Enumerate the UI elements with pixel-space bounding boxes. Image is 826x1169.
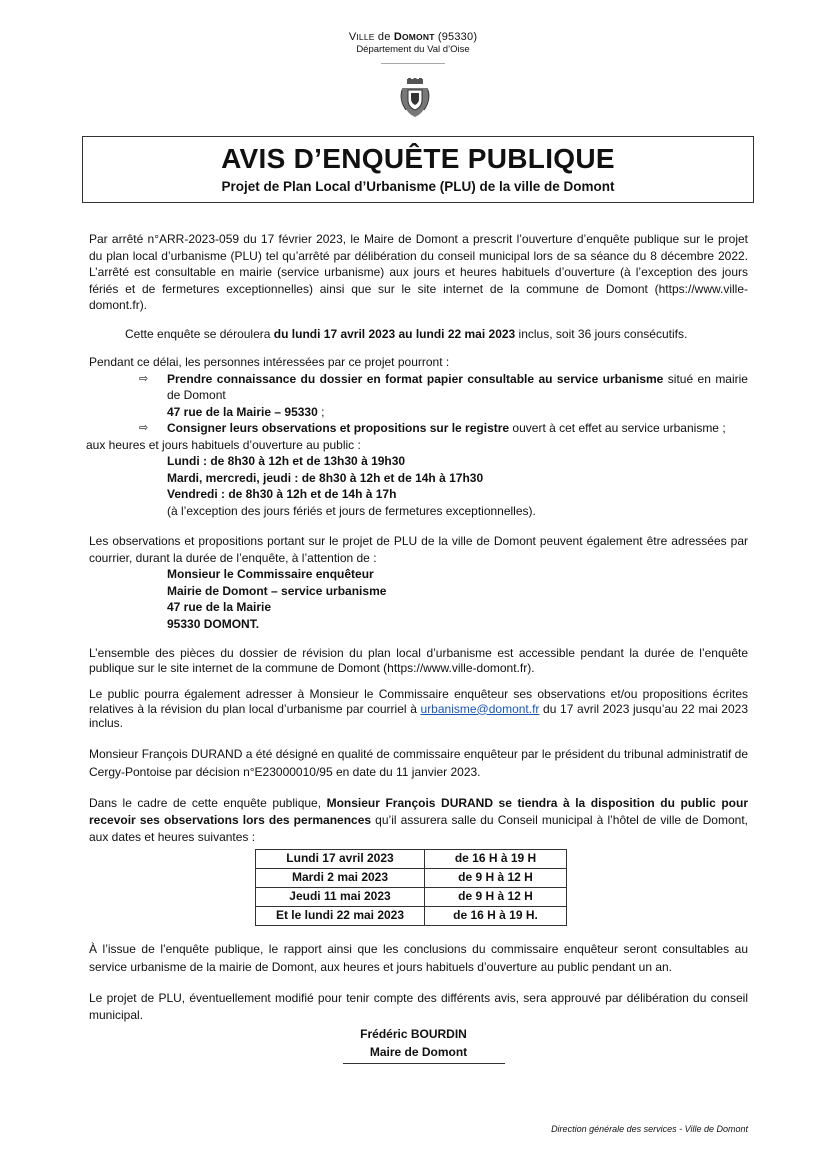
consult-address: 47 rue de la Mairie – 95330 ; — [167, 404, 325, 419]
table-row — [256, 887, 567, 906]
hours-monday: Lundi : de 8h30 à 12h et de 13h30 à 19h30 — [167, 454, 406, 468]
permanence-date: Jeudi 11 mai 2023 — [256, 887, 425, 906]
permanences-table — [255, 849, 567, 926]
permanence-date: Lundi 17 avril 2023 — [256, 849, 425, 868]
paragraph-arrete: Par arrêté n°ARR-2023-059 du 17 février 2023, le Maire de Domont a prescrit l’ouverture d’enquête publique sur le projet du plan local d’urbanisme (PLU) tel qu’arrêté par délibération du conseil municipal lors de sa séance du 8 décembre 2022. L’arrêté est consultable en mairie (service urbanisme) aux jours et heures habituels d’ouverture (à l’exception des jours fériés et de fermetures exceptionnelles) ainsi que sur le site internet de la commune de Domont (https://www.ville-domont.fr). — [89, 232, 748, 312]
paragraph-report: À l’issue de l’enquête publique, le rapport ainsi que les conclusions du commissaire enquêteur seront consultables au service urbanisme de la mairie de Domont, aux heures et jours habituels d’ouverture au public pendant un an. — [89, 941, 748, 974]
paragraph-approval: Le projet de PLU, éventuellement modifié pour tenir compte des différents avis, sera approuvé par délibération du conseil municipal. — [89, 990, 748, 1022]
notice-title: AVIS D’ENQUÊTE PUBLIQUE — [221, 143, 615, 174]
bullet-register: ⇨ Consigner leurs observations et propositions sur le registre ouvert à cet effet au service urbanisme ; — [139, 421, 726, 435]
signature-block — [89, 1026, 748, 1061]
notice-subtitle: Projet de Plan Local d’Urbanisme (PLU) de la ville de Domont — [221, 179, 615, 194]
department-name: Département du Val d’Oise — [356, 44, 470, 55]
hours-midweek: Mardi, mercredi, jeudi : de 8h30 à 12h et de 14h à 17h30 — [167, 470, 484, 485]
paragraph-commissioner: Monsieur François DURAND a été désigné en qualité de commissaire enquêteur par le président du tribunal administratif de Cergy-Pontoise par décision n°E23000010/95 en date du 11 janvier 2023. — [89, 746, 749, 779]
page-footer: Direction générale des services - Ville de Domont — [551, 1124, 748, 1134]
hours-friday: Vendredi : de 8h30 à 12h et de 14h à 17h — [167, 487, 397, 501]
notice-body — [86, 231, 749, 1064]
signature-rule — [343, 1063, 505, 1064]
letterhead — [0, 31, 826, 64]
paragraph-email: Le public pourra également adresser à Monsieur le Commissaire enquêteur ses observations et/ou propositions écrites relatives à la révision du plan local d’urbanisme par courriel à urbanisme@domont.fr du 17 avril 2023 jusqu’au 22 mai 2023 inclus. — [89, 687, 748, 730]
permanence-time: de 16 H à 19 H — [425, 849, 567, 868]
right-arrow-icon: ⇨ — [139, 422, 149, 434]
hours-exception: (à l’exception des jours fériés et jours de fermetures exceptionnelles). — [167, 503, 536, 518]
address-line-3: 47 rue de la Mairie — [167, 600, 272, 614]
paragraph-dates: Cette enquête se déroulera du lundi 17 avril 2023 au lundi 22 mai 2023 inclus, soit 36 jours consécutifs. — [125, 326, 688, 341]
paragraph-permanences: Dans le cadre de cette enquête publique, Monsieur François DURAND se tiendra à la disposition du public pour recevoir ses observations lors des permanences qu’il assurera salle du Conseil municipal à l’hôtel de ville de Domont, aux dates et heures suivantes : — [89, 795, 748, 844]
table-row — [256, 906, 567, 925]
table-row — [256, 868, 567, 887]
address-line-2: Mairie de Domont – service urbanisme — [167, 583, 387, 598]
paragraph-online: L’ensemble des pièces du dossier de révision du plan local d’urbanisme est accessible pendant la durée de l’enquête publique sur le site internet de la commune de Domont (https://www.ville-domont.fr). — [89, 646, 748, 675]
coat-of-arms-icon — [398, 78, 432, 118]
signatory-role: Maire de Domont — [369, 1045, 468, 1059]
right-arrow-icon: ⇨ — [139, 372, 149, 385]
bullet-consult: ⇨ Prendre connaissance du dossier en format papier consultable au service urbanisme situé en mairie de Domont — [139, 371, 748, 402]
permanence-date: Et le lundi 22 mai 2023 — [256, 906, 425, 925]
hours-intro: aux heures et jours habituels d’ouverture au public : — [86, 437, 361, 452]
email-link[interactable]: urbanisme@domont.fr — [420, 701, 540, 716]
address-line-4: 95330 DOMONT. — [167, 616, 260, 631]
permanence-time: de 16 H à 19 H. — [425, 906, 567, 925]
permanence-date: Mardi 2 mai 2023 — [256, 868, 425, 887]
permanence-time: de 9 H à 12 H — [425, 868, 567, 887]
permanence-time: de 9 H à 12 H — [425, 887, 567, 906]
signatory-name: Frédéric BOURDIN — [360, 1026, 467, 1041]
table-row — [256, 849, 567, 868]
town-name: VILLE de DOMONT (95330) — [348, 31, 478, 43]
address-line-1: Monsieur le Commissaire enquêteur — [167, 567, 374, 581]
notice-title-box — [82, 136, 754, 203]
header-divider — [381, 63, 445, 64]
paragraph-intro: Pendant ce délai, les personnes intéressées par ce projet pourront : — [89, 355, 450, 369]
paragraph-mail: Les observations et propositions portant sur le projet de PLU de la ville de Domont peuvent également être adressées par courrier, durant la durée de l’enquête, à l’attention de : — [89, 534, 748, 565]
